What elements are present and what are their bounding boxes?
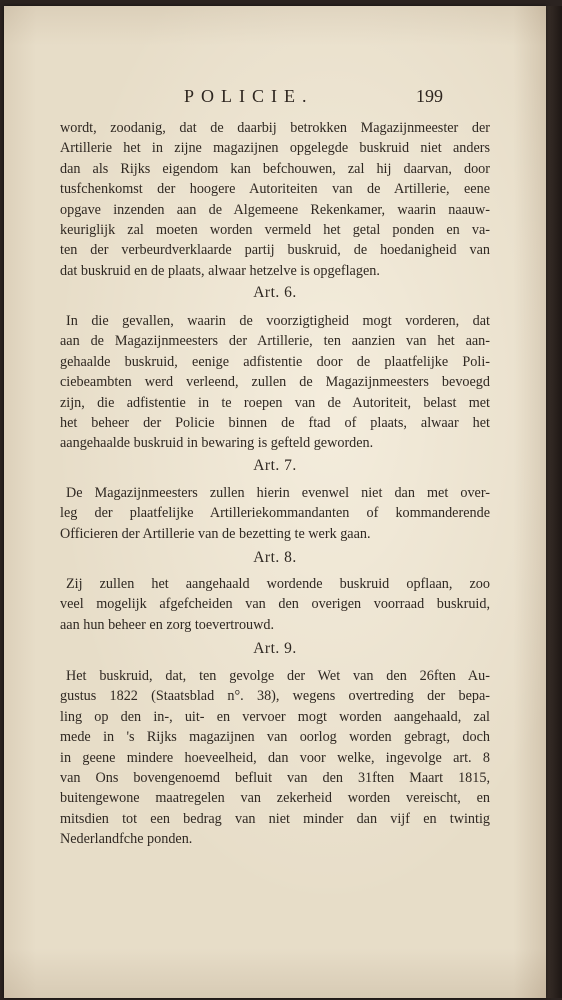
text-line: Officieren der Artillerie van de bezetting te werk gaan. xyxy=(60,525,371,542)
text-line: In die gevallen, waarin de voorzigtigheid mogt vorderen, dat xyxy=(66,313,490,329)
text-line: Het buskruid, dat, ten gevolge der Wet van den 26ften Au- xyxy=(66,668,490,684)
text-line: Artillerie het in zijne magazijnen opgelegde buskruid niet anders xyxy=(60,140,490,157)
text-line: van Ons bovengenoemd befluit van den 31ften Maart 1815, xyxy=(60,770,490,787)
text-line: opgave inzenden aan de Algemeene Rekenkamer, waarin naauw- xyxy=(60,201,490,218)
text-line: Nederlandfche ponden. xyxy=(60,831,193,848)
text-line: De Magazijnmeesters zullen hierin evenwel niet dan met over- xyxy=(66,485,490,501)
text-line: gehaalde buskruid, eenige adfistentie door de plaatfelijke Poli- xyxy=(60,353,490,370)
text-line: ten der verbeurdverklaarde partij buskruid, de hoedanigheid van xyxy=(60,242,490,259)
text-line: aan hun beheer en zorg toevertrouwd. xyxy=(60,616,275,633)
text-line: aangehaalde buskruid in bewaring is gefteld geworden. xyxy=(60,435,374,452)
page-number: 199 xyxy=(416,86,443,106)
text-line: gustus 1822 (Staatsblad n°. 38), wegens overtreding der bepa- xyxy=(60,688,490,705)
article-heading-7: Art. 7. xyxy=(253,457,297,474)
article-heading-6: Art. 6. xyxy=(253,284,297,301)
text-line: ling op den in-, uit- en vervoer mogt worden aangehaald, zal xyxy=(60,708,490,725)
text-line: mitsdien tot een bedrag van niet minder dan vijf en twintig xyxy=(60,810,490,827)
text-line: buitengewone maatregelen van zekerheid worden vereischt, en xyxy=(60,790,490,807)
article-heading-9: Art. 9. xyxy=(253,640,297,657)
running-header xyxy=(4,86,546,112)
page-edge-shadow xyxy=(546,6,562,998)
text-line: aan de Magazijnmeesters der Artillerie, ten aanzien van het aan- xyxy=(60,333,490,350)
text-line: dan als Rijks eigendom kan befchouwen, zal hij daarvan, door xyxy=(60,160,490,177)
article-8-text xyxy=(60,574,490,635)
text-line: zijn, die adfistentie in te roepen van de Autoriteit, belast met xyxy=(60,394,490,411)
paragraph-continuation xyxy=(60,118,490,281)
text-line: wordt, zoodanig, dat de daarbij betrokken Magazijnmeester der xyxy=(60,120,490,136)
text-line: veel mogelijk afgefcheiden van den overigen voorraad buskruid, xyxy=(60,596,490,613)
text-line: ciebeambten werd verleend, zullen de Magazijnmeesters bevoegd xyxy=(60,374,490,391)
text-line: mede in 's Rijks magazijnen van oorlog worden gebragt, doch xyxy=(60,729,490,746)
text-line: tusfchenkomst der hoogere Autoriteiten van de Artillerie, eene xyxy=(60,181,490,198)
running-title: POLICIE. xyxy=(184,86,314,106)
text-line: het beheer der Policie binnen de ftad of plaats, alwaar het xyxy=(60,415,490,432)
text-line: leg der plaatfelijke Artilleriekommandanten of kommanderende xyxy=(60,505,490,522)
article-7-text xyxy=(60,483,490,544)
article-6-text xyxy=(60,311,490,454)
article-9-text xyxy=(60,666,490,850)
text-line: in geene mindere hoeveelheid, dan voor welke, ingevolge art. 8 xyxy=(60,749,490,766)
book-page xyxy=(4,6,546,998)
article-heading-8: Art. 8. xyxy=(253,549,297,566)
text-line: keuriglijk zal moeten worden vermeld het getal ponden en va- xyxy=(60,222,490,239)
text-line: dat buskruid en de plaats, alwaar hetzelve is opgeflagen. xyxy=(60,262,380,279)
text-line: Zij zullen het aangehaald wordende buskruid opflaan, zoo xyxy=(66,576,490,592)
